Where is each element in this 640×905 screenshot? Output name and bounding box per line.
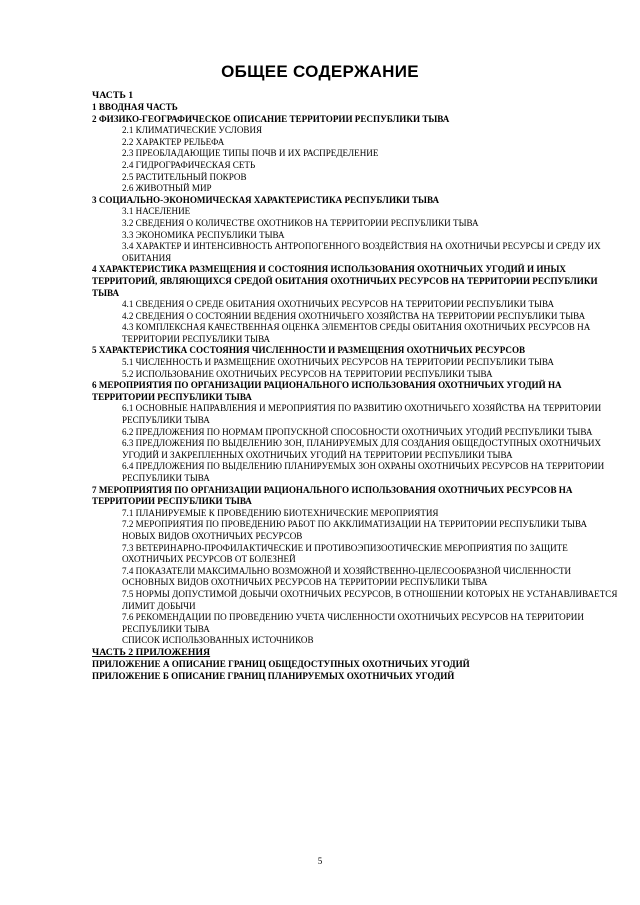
toc-entry: 2.2 ХАРАКТЕР РЕЛЬЕФА <box>122 136 225 147</box>
toc-entry: 3.1 НАСЕЛЕНИЕ <box>122 206 191 217</box>
toc-entry: 5 ХАРАКТЕРИСТИКА СОСТОЯНИЯ ЧИСЛЕННОСТИ И РАЗМЕЩЕНИЯ ОХОТНИЧЬИХ РЕСУРСОВ <box>92 345 526 356</box>
toc-entry: 2 ФИЗИКО-ГЕОГРАФИЧЕСКОЕ ОПИСАНИЕ ТЕРРИТОРИИ РЕСПУБЛИКИ ТЫВА <box>92 113 450 124</box>
toc-entry: 1 ВВОДНАЯ ЧАСТЬ <box>92 102 178 112</box>
toc-entry: 2.3 ПРЕОБЛАДАЮЩИЕ ТИПЫ ПОЧВ И ИХ РАСПРЕДЕЛЕНИЕ <box>122 148 379 159</box>
toc-entry: 7.2 МЕРОПРИЯТИЯ ПО ПРОВЕДЕНИЮ РАБОТ ПО АККЛИМАТИЗАЦИИ НА ТЕРРИТОРИИ РЕСПУБЛИКИ ТЫВА НОВЫХ ВИДОВ ОХОТНИЧЬИХ РЕСУРСОВ <box>122 519 588 541</box>
toc-entry: 6.4 ПРЕДЛОЖЕНИЯ ПО ВЫДЕЛЕНИЮ ПЛАНИРУЕМЫХ ЗОН ОХРАНЫ ОХОТНИЧЬИХ РЕСУРСОВ НА ТЕРРИТОРИИ РЕСПУБЛИКИ ТЫВА <box>122 461 605 483</box>
page-title: ОБЩЕЕ СОДЕРЖАНИЕ <box>221 62 419 81</box>
toc-entry: ЧАСТЬ 2 ПРИЛОЖЕНИЯ <box>92 646 211 658</box>
page-number: 5 <box>317 856 323 866</box>
toc-entry: 5.1 ЧИСЛЕННОСТЬ И РАЗМЕЩЕНИЕ ОХОТНИЧЬИХ РЕСУРСОВ НА ТЕРРИТОРИИ РЕСПУБЛИКИ ТЫВА <box>122 357 554 368</box>
toc-entry: 5.2 ИСПОЛЬЗОВАНИЕ ОХОТНИЧЬИХ РЕСУРСОВ НА ТЕРРИТОРИИ РЕСПУБЛИКИ ТЫВА <box>122 368 493 379</box>
toc-entry: 6 МЕРОПРИЯТИЯ ПО ОРГАНИЗАЦИИ РАЦИОНАЛЬНОГО ИСПОЛЬЗОВАНИЯ ОХОТНИЧЬИХ УГОДИЙ НА ТЕРРИТОРИИ РЕСПУБЛИКИ ТЫВА <box>92 380 562 402</box>
toc-entry: 7.6 РЕКОМЕНДАЦИИ ПО ПРОВЕДЕНИЮ УЧЕТА ЧИСЛЕННОСТИ ОХОТНИЧЬИХ РЕСУРСОВ НА ТЕРРИТОРИИ РЕСПУБЛИКИ ТЫВА <box>122 612 584 634</box>
toc-entry: 4.2 СВЕДЕНИЯ О СОСТОЯНИИ ВЕДЕНИЯ ОХОТНИЧЬЕГО ХОЗЯЙСТВА НА ТЕРРИТОРИИ РЕСПУБЛИКИ ТЫВА <box>122 310 586 321</box>
toc-entry: 7 МЕРОПРИЯТИЯ ПО ОРГАНИЗАЦИИ РАЦИОНАЛЬНОГО ИСПОЛЬЗОВАНИЯ ОХОТНИЧЬИХ РЕСУРСОВ НА ТЕРРИТОРИИ РЕСПУБЛИКИ ТЫВА <box>92 484 573 507</box>
toc-entry: 2.5 РАСТИТЕЛЬНЫЙ ПОКРОВ <box>122 171 247 182</box>
toc-entry: 3.4 ХАРАКТЕР И ИНТЕНСИВНОСТЬ АНТРОПОГЕННОГО ВОЗДЕЙСТВИЯ НА ОХОТНИЧЬИ РЕСУРСЫ И СРЕДУ ИХ ОБИТАНИЯ <box>122 241 601 263</box>
toc-entry: 7.4 ПОКАЗАТЕЛИ МАКСИМАЛЬНО ВОЗМОЖНОЙ И ХОЗЯЙСТВЕННО-ЦЕЛЕСООБРАЗНОЙ ЧИСЛЕННОСТИ ОСНОВНЫХ ВИДОВ ОХОТНИЧЬИХ РЕСУРСОВ НА ТЕРРИТОРИИ РЕСПУБЛИКИ ТЫВА <box>122 565 572 588</box>
toc-entry: ЧАСТЬ 1 <box>92 90 134 101</box>
toc-entry: 7.5 НОРМЫ ДОПУСТИМОЙ ДОБЫЧИ ОХОТНИЧЬИХ РЕСУРСОВ, В ОТНОШЕНИИ КОТОРЫХ НЕ УСТАНАВЛИВАЕТСЯ ЛИМИТ ДОБЫЧИ <box>122 588 618 611</box>
toc-entry: 6.3 ПРЕДЛОЖЕНИЯ ПО ВЫДЕЛЕНИЮ ЗОН, ПЛАНИРУЕМЫХ ДЛЯ СОЗДАНИЯ ОБЩЕДОСТУПНЫХ ОХОТНИЧЬИХ УГОДИЙ И ЗАКРЕПЛЕННЫХ ОХОТНИЧЬИХ УГОДИЙ НА ТЕРРИТОРИИ РЕСПУБЛИКИ ТЫВА <box>122 438 602 460</box>
toc-entry: 2.6 ЖИВОТНЫЙ МИР <box>122 183 212 194</box>
toc-entry: ПРИЛОЖЕНИЕ Б ОПИСАНИЕ ГРАНИЦ ПЛАНИРУЕМЫХ ОХОТНИЧЬИХ УГОДИЙ <box>92 670 455 681</box>
toc-entry: 4.3 КОМПЛЕКСНАЯ КАЧЕСТВЕННАЯ ОЦЕНКА ЭЛЕМЕНТОВ СРЕДЫ ОБИТАНИЯ ОХОТНИЧЬИХ РЕСУРСОВ НА ТЕРРИТОРИИ РЕСПУБЛИКИ ТЫВА <box>122 322 591 344</box>
toc-entry: 7.3 ВЕТЕРИНАРНО-ПРОФИЛАКТИЧЕСКИЕ И ПРОТИВОЭПИЗООТИЧЕСКИЕ МЕРОПРИЯТИЯ ПО ЗАЩИТЕ ОХОТНИЧЬИХ РЕСУРСОВ ОТ БОЛЕЗНЕЙ <box>122 542 568 565</box>
toc-entry: СПИСОК ИСПОЛЬЗОВАННЫХ ИСТОЧНИКОВ <box>122 635 314 646</box>
toc-entry: 2.4 ГИДРОГРАФИЧЕСКАЯ СЕТЬ <box>122 159 256 170</box>
table-of-contents <box>92 90 622 682</box>
toc-entry: 6.1 ОСНОВНЫЕ НАПРАВЛЕНИЯ И МЕРОПРИЯТИЯ ПО РАЗВИТИЮ ОХОТНИЧЬЕГО ХОЗЯЙСТВА НА ТЕРРИТОРИИ РЕСПУБЛИКИ ТЫВА <box>122 403 602 426</box>
toc-entry: ПРИЛОЖЕНИЕ А ОПИСАНИЕ ГРАНИЦ ОБЩЕДОСТУПНЫХ ОХОТНИЧЬИХ УГОДИЙ <box>92 658 470 669</box>
toc-entry: 4.1 СВЕДЕНИЯ О СРЕДЕ ОБИТАНИЯ ОХОТНИЧЬИХ РЕСУРСОВ НА ТЕРРИТОРИИ РЕСПУБЛИКИ ТЫВА <box>122 299 555 310</box>
toc-entry: 3 СОЦИАЛЬНО-ЭКОНОМИЧЕСКАЯ ХАРАКТЕРИСТИКА РЕСПУБЛИКИ ТЫВА <box>92 194 440 205</box>
toc-entry: 7.1 ПЛАНИРУЕМЫЕ К ПРОВЕДЕНИЮ БИОТЕХНИЧЕСКИЕ МЕРОПРИЯТИЯ <box>122 507 439 518</box>
toc-entry: 6.2 ПРЕДЛОЖЕНИЯ ПО НОРМАМ ПРОПУСКНОЙ СПОСОБНОСТИ ОХОТНИЧЬИХ УГОДИЙ РЕСПУБЛИКИ ТЫВА <box>122 426 593 437</box>
toc-entry: 2.1 КЛИМАТИЧЕСКИЕ УСЛОВИЯ <box>122 125 263 136</box>
toc-entry: 3.3 ЭКОНОМИКА РЕСПУБЛИКИ ТЫВА <box>122 229 285 240</box>
toc-entry: 4 ХАРАКТЕРИСТИКА РАЗМЕЩЕНИЯ И СОСТОЯНИЯ ИСПОЛЬЗОВАНИЯ ОХОТНИЧЬИХ УГОДИЙ И ИНЫХ ТЕРРИТОРИЙ, ЯВЛЯЮЩИХСЯ СРЕДОЙ ОБИТАНИЯ ОХОТНИЧЬИХ РЕСУРСОВ НА ТЕРРИТОРИИ РЕСПУБЛИКИ ТЫВА <box>92 264 598 298</box>
toc-entry: 3.2 СВЕДЕНИЯ О КОЛИЧЕСТВЕ ОХОТНИКОВ НА ТЕРРИТОРИИ РЕСПУБЛИКИ ТЫВА <box>122 217 479 228</box>
